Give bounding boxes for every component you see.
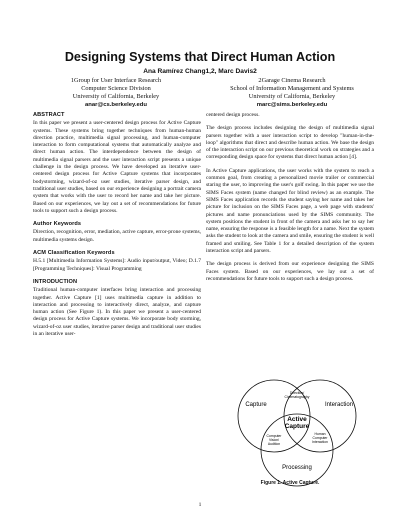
hci-label-1: Human — [314, 432, 326, 436]
affiliation-2 — [202, 77, 382, 109]
right-paragraph-2: In Active Capture applications, the user works with the system to reach a common goal, from creating a personalized movie trailer or commercial staring the user, to improving the user's golf swing. In this paper we use the SIMS Faces system (name changed for blind review) as an example. The SIMS Faces application records the student saying her name and takes her picture for inclusion on the SIMS Faces page, a web page with students' pictures and name pronunciations used by the SIMS community. The system positions the student in front of the camera and asks her to say her name, ensuring the response is a feasible length for a name. Next the system asks the student to look at the camera and smile, ensuring the student is well framed and smiling. See Table 1 for a detailed description of the system interaction script and parsers. — [206, 167, 374, 255]
affiliation-2-email: marc@sims.berkeley.edu — [256, 102, 328, 108]
right-paragraph-1: The design process includes designing the design of multimedia signal parsers together with a user interaction script to develop "human-in-the-loop" algorithms that direct and describe human action. We base the design of the interaction script on our previous theoretical work on strategies and a corresponding design space for systems that direct human action [4]. — [206, 125, 374, 161]
abstract-heading: ABSTRACT — [33, 112, 65, 118]
computer-vision-label-3: Audition — [267, 442, 281, 446]
affiliation-1-group: 1Group for User Interface Research — [70, 77, 162, 84]
right-paragraph-0: centered design process. — [206, 112, 260, 118]
computer-vision-label-2: Vision/ — [268, 438, 280, 442]
figure-caption: Figure 1. Active Capture. — [260, 480, 320, 486]
right-column — [206, 112, 374, 289]
abstract-text: In this paper we present a user-centered design process for Active Capture systems. These systems bring together techniques from human-human direction practice, multimedia signal processing, and human-computer interaction to form computational systems that automatically analyze and direct human action. The interdependence between the design of multimedia signal parsers and the user interaction script presents a unique challenge in the design process. We have developed an iterative user-centered design process for Active Capture systems that incorporates bodystorming, wizard-of-oz user studies, iterative parser design, and traditional user studies, based on our experience designing a portrait camera system that works with the user to record her name and take her picture. Based on our experiences, we lay out a set of recommendations for future tools to support such a design process. — [33, 120, 201, 214]
intro-text: Traditional human-computer interfaces bring interaction and processing together. Active Capture [1] uses multimedia capture in addition to interaction and processing to interactively direct, analyze, and capture human action (See Figure 1). In this paper we present a user-centered design process for Active Capture systems. We incorporate body storming, wizard-of-oz user studies, iterative parser design and traditional user studies in an iterative user- — [33, 287, 201, 338]
affiliation-1-university: University of California, Berkeley — [72, 93, 160, 100]
affiliation-2-university: University of California, Berkeley — [248, 93, 336, 100]
acm-text: H.5.1 [Multimedia Information Systems]: Audio input/output, Video; D.1.7 [Programming Techniques]: Visual Programming — [33, 258, 201, 272]
hci-label-3: Interaction — [312, 440, 328, 444]
capture-label: Capture — [245, 402, 267, 408]
author-line: Ana Ramírez Chang1,2, Marc Davis2 — [143, 68, 257, 75]
affiliation-1-email: anar@cs.berkeley.edu — [85, 102, 147, 108]
hci-label-2: Computer — [312, 436, 328, 440]
processing-label: Processing — [282, 465, 312, 471]
keywords-heading: Author Keywords — [33, 221, 82, 228]
interaction-label: Interaction — [324, 402, 354, 408]
keywords-text: Direction, recognition, error, mediation, active capture, error-prone systems, multimedia systems design. — [33, 229, 201, 243]
active-capture-label-2: Capture — [284, 423, 310, 430]
affiliation-1-division: Computer Science Division — [81, 85, 151, 92]
affiliation-2-group: 2Garage Cinema Research — [258, 77, 326, 84]
right-paragraph-3: The design process is derived from our experience designing the SIMS Faces system. Based on our experiences, we lay out a set of recommendations for future tools to support such a design process. — [206, 261, 374, 282]
intro-heading: INTRODUCTION — [33, 278, 78, 285]
paper-title: Designing Systems that Direct Human Action — [64, 50, 336, 64]
computer-vision-label-1: Computer — [266, 434, 282, 438]
direction-label-1: Direction/ — [289, 391, 305, 395]
page-number: 1 — [198, 502, 202, 508]
acm-heading: ACM Classification Keywords — [33, 250, 115, 257]
left-column — [33, 112, 201, 344]
direction-label-2: Cinematography — [284, 395, 310, 399]
affiliation-1 — [26, 77, 206, 109]
active-capture-venn-diagram — [222, 364, 372, 496]
active-capture-label-1: Active — [287, 416, 307, 423]
affiliation-2-school: School of Information Management and Systems — [230, 85, 354, 92]
